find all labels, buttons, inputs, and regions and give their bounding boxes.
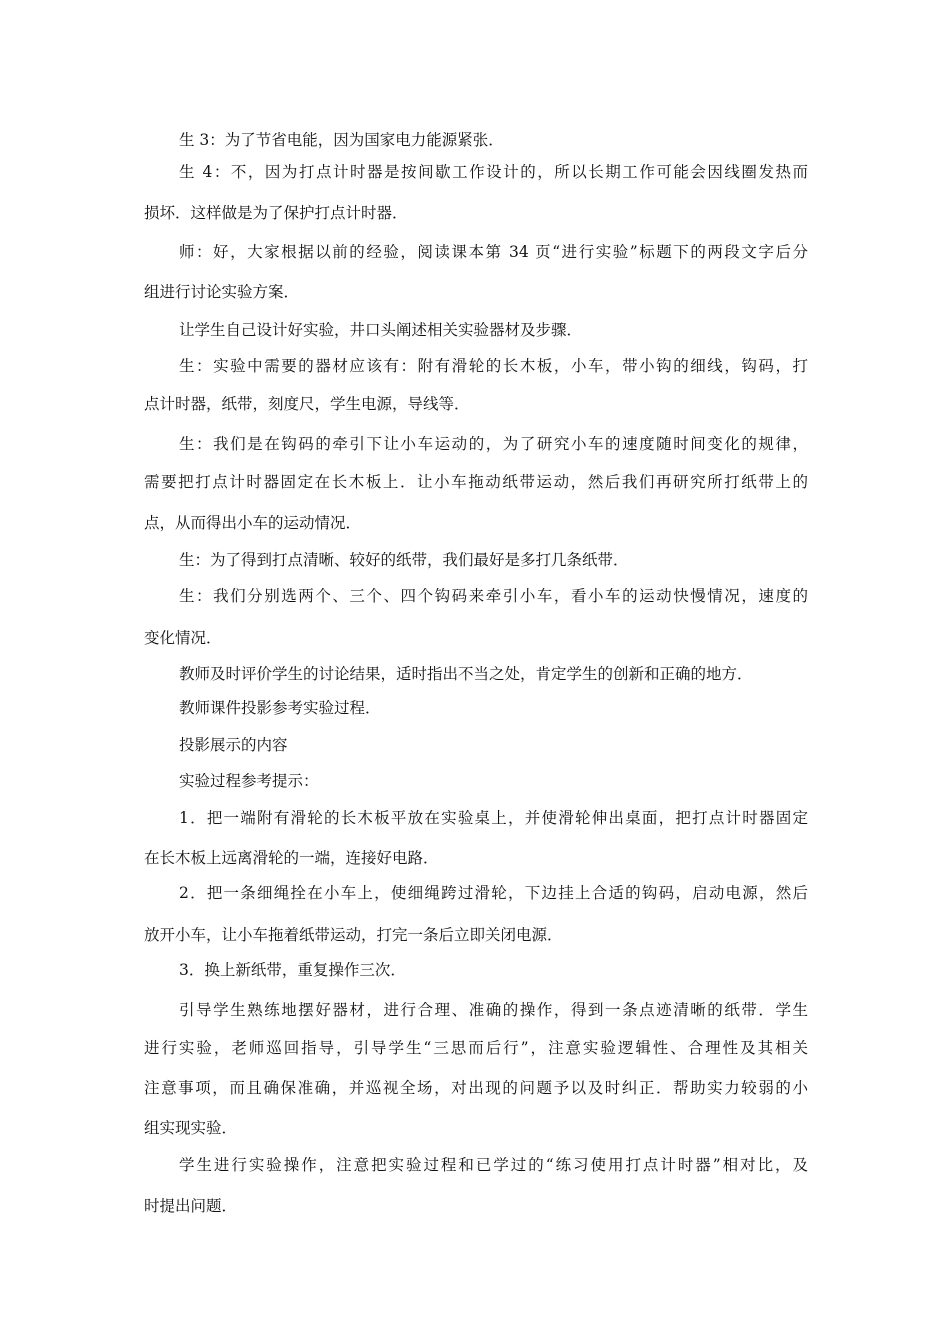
- paragraph-line: 投影展示的内容: [179, 736, 288, 754]
- paragraph-line: 教师课件投影参考实验过程．: [179, 699, 381, 717]
- paragraph-line: 让学生自己设计好实验，井口头阐述相关实验器材及步骤．: [179, 321, 583, 339]
- paragraph-line: 需要把打点计时器固定在长木板上．让小车拖动纸带运动，然后我们再研究所打纸带上的: [144, 473, 808, 491]
- paragraph-line: 引导学生熟练地摆好器材，进行合理、准确的操作，得到一条点迹清晰的纸带．学生: [179, 1001, 808, 1019]
- paragraph-line: 放开小车，让小车拖着纸带运动，打完一条后立即关闭电源．: [144, 926, 563, 944]
- paragraph-line: 点计时器，纸带，刻度尺，学生电源，导线等．: [144, 395, 470, 413]
- paragraph-line: 时提出问题．: [144, 1197, 238, 1215]
- paragraph-line: 生：我们是在钩码的牵引下让小车运动的，为了研究小车的速度随时间变化的规律，: [179, 435, 808, 453]
- paragraph-line: 学生进行实验操作，注意把实验过程和已学过的“练习使用打点计时器”相对比，及: [179, 1156, 808, 1174]
- paragraph-line: 生：实验中需要的器材应该有：附有滑轮的长木板，小车，带小钩的细线，钩码，打: [179, 357, 808, 375]
- paragraph-line: 组实现实验．: [144, 1119, 238, 1137]
- paragraph-line: 在长木板上远离滑轮的一端，连接好电路．: [144, 849, 439, 867]
- paragraph-line: 生：为了得到打点清晰、较好的纸带，我们最好是多打几条纸带．: [179, 551, 629, 569]
- paragraph-line: 生 3：为了节省电能，因为国家电力能源紧张．: [179, 131, 504, 149]
- paragraph-line: 注意事项，而且确保准确，并巡视全场，对出现的问题予以及时纠正．帮助实力较弱的小: [144, 1079, 808, 1097]
- paragraph-line: 教师及时评价学生的讨论结果，适时指出不当之处，肯定学生的创新和正确的地方．: [179, 665, 753, 683]
- paragraph-line: 1．把一端附有滑轮的长木板平放在实验桌上，并使滑轮伸出桌面，把打点计时器固定: [179, 809, 808, 827]
- paragraph-line: 生：我们分别选两个、三个、四个钩码来牵引小车，看小车的运动快慢情况，速度的: [179, 587, 808, 605]
- paragraph-line: 师：好，大家根据以前的经验，阅读课本第 34 页“进行实验”标题下的两段文字后分: [179, 243, 808, 261]
- paragraph-line: 生 4：不，因为打点计时器是按间歇工作设计的，所以长期工作可能会因线圈发热而: [179, 163, 808, 181]
- paragraph-line: 实验过程参考提示：: [179, 772, 319, 790]
- paragraph-line: 2．把一条细绳拴在小车上，使细绳跨过滑轮，下边挂上合适的钩码，启动电源，然后: [179, 884, 808, 902]
- paragraph-line: 点，从而得出小车的运动情况．: [144, 514, 362, 532]
- paragraph-line: 3．换上新纸带，重复操作三次．: [179, 961, 406, 979]
- paragraph-line: 损坏．这样做是为了保护打点计时器．: [144, 204, 408, 222]
- paragraph-line: 组进行讨论实验方案．: [144, 283, 300, 301]
- paragraph-line: 进行实验，老师巡回指导，引导学生“三思而后行”，注意实验逻辑性、合理性及其相关: [144, 1039, 808, 1057]
- paragraph-line: 变化情况．: [144, 629, 222, 647]
